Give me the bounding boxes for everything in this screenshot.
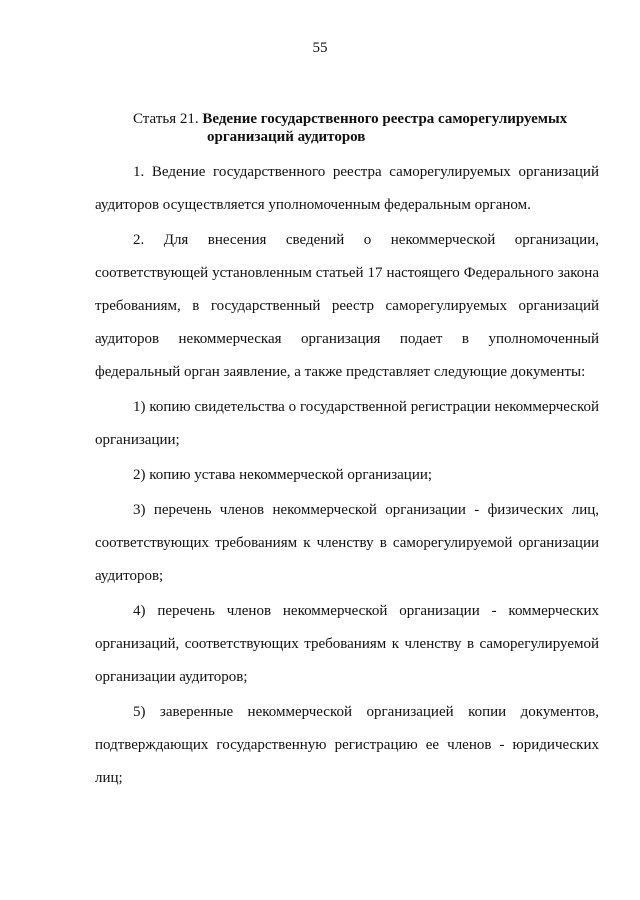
list-item-2: 2) копию устава некоммерческой организации;: [133, 467, 433, 483]
list-item-5: 5) заверенные некоммерческой организацией копии документов, подтверждающих государственную регистрацию ее членов - юридических лиц;: [95, 704, 599, 786]
list-item-1: 1) копию свидетельства о государственной регистрации некоммерческой организации;: [95, 399, 599, 448]
list-item-3: 3) перечень членов некоммерческой организации - физических лиц, соответствующих требованиям к членству в саморегулируемой организации аудиторов;: [95, 502, 599, 584]
article-body: [95, 156, 599, 797]
paragraph-2: 2. Для внесения сведений о некоммерческой организации, соответствующей установленным статьей 17 настоящего Федерального закона требованиям, в государственный реестр саморегулируемых организаций аудиторов некоммерческая организация подает в уполномоченный федеральный орган заявление, а также представляет следующие документы:: [95, 232, 599, 380]
paragraph-1: 1. Ведение государственного реестра саморегулируемых организаций аудиторов осуществляется уполномоченным федеральным органом.: [95, 164, 599, 213]
article-title-line2: организаций аудиторов: [207, 129, 366, 145]
article-label: Статья 21.: [133, 111, 199, 127]
article-heading: [133, 110, 613, 146]
list-item-4: 4) перечень членов некоммерческой организации - коммерческих организаций, соответствующих требованиям к членству в саморегулируемой организации аудиторов;: [95, 603, 599, 685]
article-title-line1: Ведение государственного реестра саморегулируемых: [202, 111, 568, 127]
page-number: 55: [312, 40, 328, 56]
